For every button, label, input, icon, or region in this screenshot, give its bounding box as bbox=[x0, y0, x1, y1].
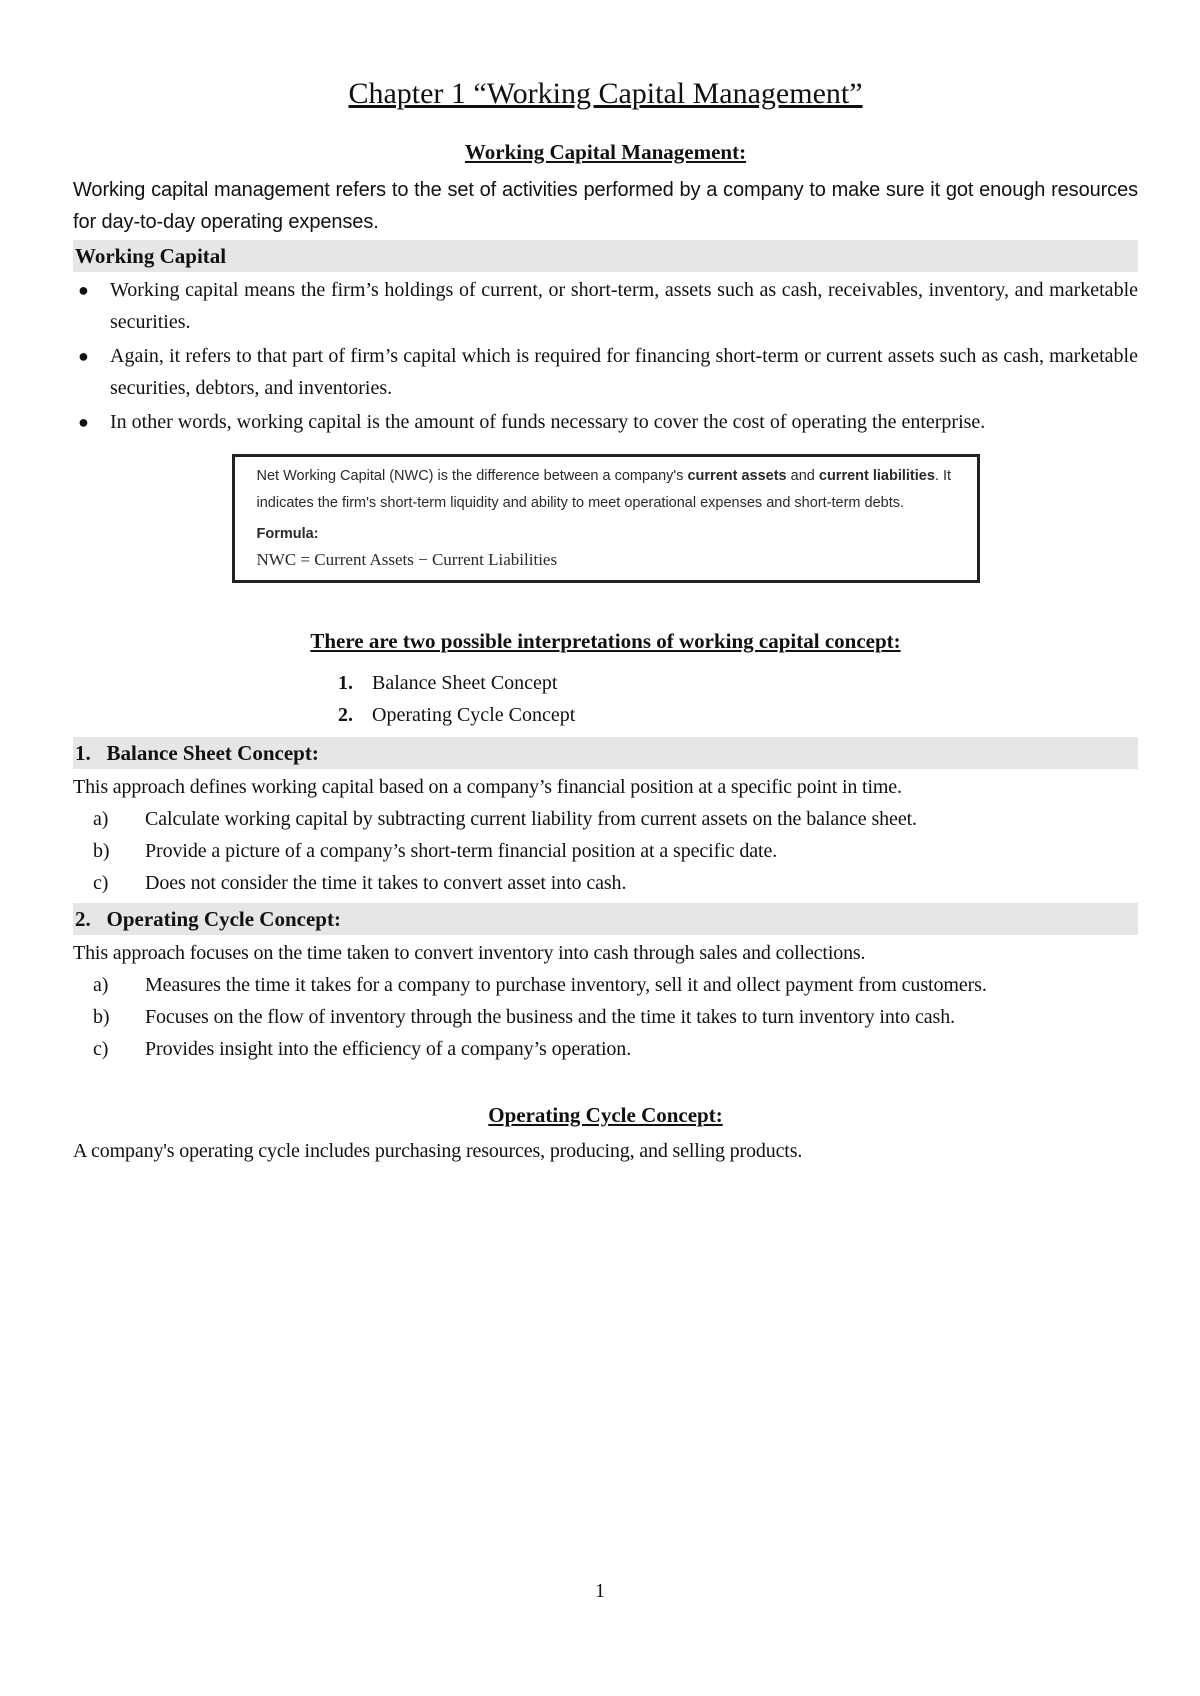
list-text: Provides insight into the efficiency of a company’s operation. bbox=[145, 1038, 632, 1060]
balance-sheet-heading: 1. Balance Sheet Concept: bbox=[73, 737, 1138, 769]
nwc-bold-term: current liabilities bbox=[818, 468, 935, 484]
list-text: Measures the time it takes for a company to purchase inventory, sell it and ollect payment from customers. bbox=[145, 974, 987, 996]
list-letter: a) bbox=[93, 974, 109, 996]
bullet-item bbox=[73, 406, 1138, 438]
list-letter: c) bbox=[93, 872, 109, 894]
interpretations-heading: There are two possible interpretations of working capital concept: bbox=[310, 629, 901, 653]
list-number: 2. bbox=[338, 704, 353, 726]
working-capital-heading: Working Capital bbox=[73, 240, 1138, 272]
list-item bbox=[73, 803, 1138, 835]
operating-cycle-section-text: A company's operating cycle includes purchasing resources, producing, and selling products. bbox=[73, 1140, 803, 1162]
nwc-text-part: and bbox=[786, 468, 819, 484]
list-text: Does not consider the time it takes to convert asset into cash. bbox=[145, 872, 627, 894]
working-capital-bullets bbox=[73, 274, 1138, 438]
bullet-text: Working capital means the firm’s holdings of current, or short-term, assets such as cash, receivables, inventory, and marketable securities. bbox=[110, 279, 1138, 333]
list-item bbox=[73, 1033, 1138, 1065]
list-label: Balance Sheet Concept bbox=[372, 672, 558, 694]
list-letter: c) bbox=[93, 1038, 109, 1060]
bullet-icon: ● bbox=[78, 346, 89, 366]
bullet-text: In other words, working capital is the amount of funds necessary to cover the cost of operating the enterprise. bbox=[110, 411, 986, 433]
nwc-formula: NWC = Current Assets − Current Liabilities bbox=[256, 550, 558, 569]
nwc-bold-term: current assets bbox=[687, 468, 787, 484]
formula-label: Formula: bbox=[256, 526, 319, 542]
bullet-item bbox=[73, 274, 1138, 338]
wcm-heading: Working Capital Management: bbox=[464, 140, 747, 164]
list-letter: b) bbox=[93, 1006, 110, 1028]
page-number: 1 bbox=[595, 1580, 605, 1602]
nwc-text-part: Net Working Capital (NWC) is the difference between a company's bbox=[256, 468, 688, 484]
nwc-definition bbox=[257, 463, 957, 517]
operating-cycle-intro: This approach focuses on the time taken to convert inventory into cash through sales and collections. bbox=[73, 942, 866, 964]
page-content bbox=[73, 72, 1138, 1167]
list-number: 1. bbox=[338, 672, 353, 694]
operating-cycle-list bbox=[73, 969, 1138, 1065]
list-text: Calculate working capital by subtracting current liability from current assets on the balance sheet. bbox=[145, 808, 917, 830]
list-text: Provide a picture of a company’s short-term financial position at a specific date. bbox=[145, 840, 778, 862]
bullet-icon: ● bbox=[78, 412, 89, 432]
list-letter: b) bbox=[93, 840, 110, 862]
wcm-intro: Working capital management refers to the set of activities performed by a company to make sure it got enough resources for day-to-day operating expenses. bbox=[73, 179, 1138, 233]
balance-sheet-intro: This approach defines working capital based on a company’s financial position at a specific point in time. bbox=[73, 776, 902, 798]
balance-sheet-list bbox=[73, 803, 1138, 899]
nwc-text-part: . It indicates the firm's short-term liquidity and ability to meet operational expenses and short-term debts. bbox=[256, 468, 952, 511]
operating-cycle-section-heading: Operating Cycle Concept: bbox=[488, 1103, 723, 1127]
chapter-title: Chapter 1 “Working Capital Management” bbox=[348, 77, 863, 110]
list-label: Operating Cycle Concept bbox=[372, 704, 576, 726]
list-item bbox=[338, 667, 1138, 699]
list-item bbox=[73, 969, 1138, 1001]
list-text: Focuses on the flow of inventory through the business and the time it takes to turn inventory into cash. bbox=[145, 1006, 956, 1028]
list-item bbox=[338, 699, 1138, 731]
bullet-text: Again, it refers to that part of firm’s capital which is required for financing short-term or current assets such as cash, marketable securities, debtors, and inventories. bbox=[110, 345, 1138, 399]
bullet-icon: ● bbox=[78, 280, 89, 300]
list-item bbox=[73, 867, 1138, 899]
operating-cycle-heading: 2. Operating Cycle Concept: bbox=[73, 903, 1138, 935]
list-letter: a) bbox=[93, 808, 109, 830]
bullet-item bbox=[73, 340, 1138, 404]
interpretations-list bbox=[338, 667, 1138, 731]
list-item bbox=[73, 835, 1138, 867]
list-item bbox=[73, 1001, 1138, 1033]
nwc-definition-box bbox=[232, 454, 980, 583]
